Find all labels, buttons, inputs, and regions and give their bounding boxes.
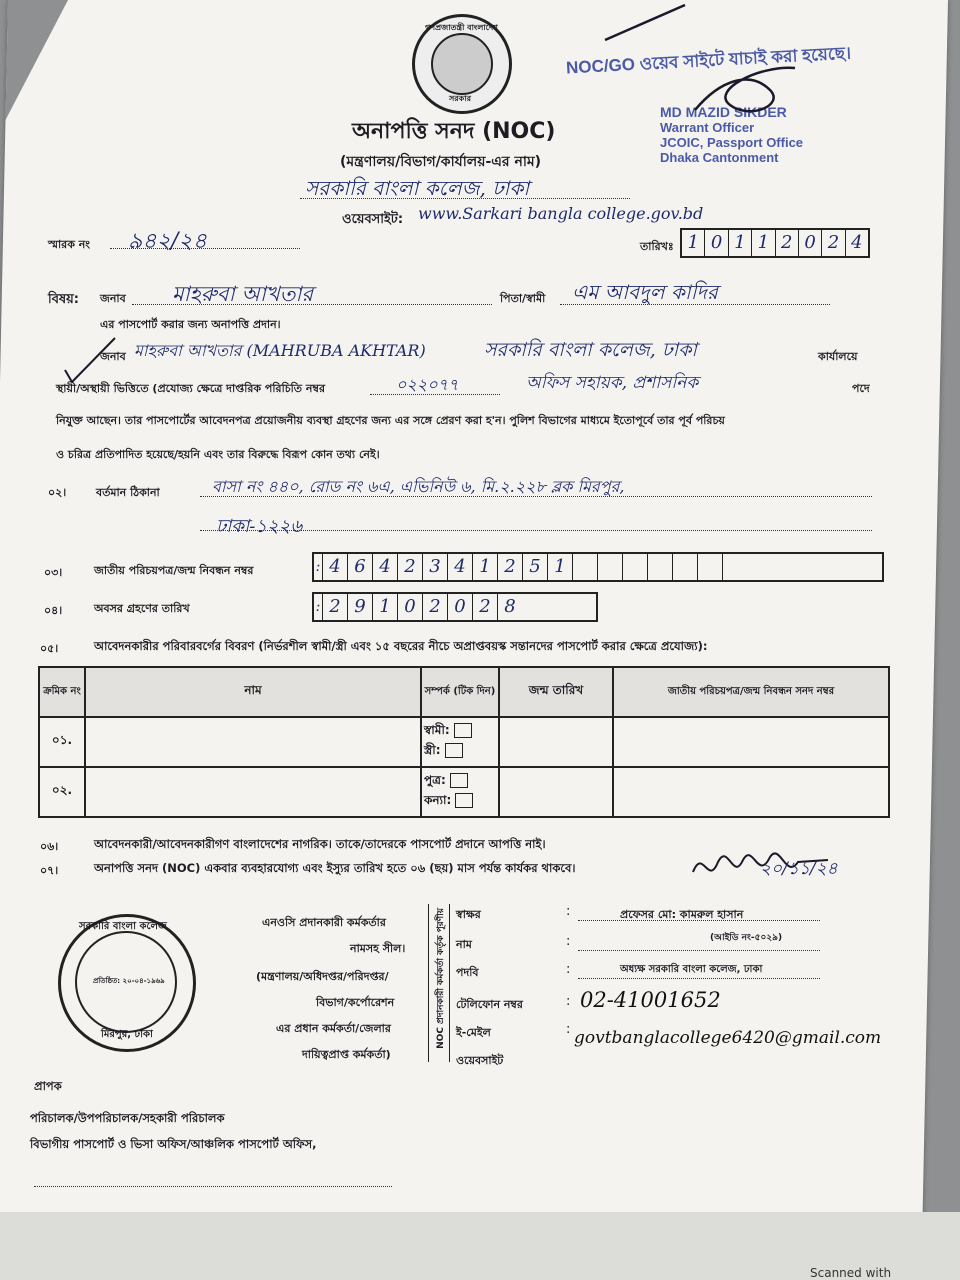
date-label: তারিখঃ	[640, 240, 674, 253]
nid-digit: 2	[398, 554, 423, 580]
relation-option	[424, 792, 496, 812]
recipient-label: প্রাপক	[34, 1079, 62, 1093]
date-digit: 2	[822, 230, 845, 256]
date-digit: 0	[705, 230, 728, 256]
government-emblem	[412, 14, 512, 114]
retire-digit: 2	[473, 594, 498, 620]
retire-digit: 0	[398, 594, 423, 620]
body-id-line	[370, 394, 500, 395]
field-phone-value: 02-41001652	[580, 988, 721, 1012]
row-serial: ০১.	[39, 717, 85, 767]
item-04-number: ০৪।	[44, 604, 63, 617]
vertical-divider-box	[428, 904, 450, 1062]
signatory-left-5: এর প্রধান কর্মকর্তা/জেলার	[276, 1022, 391, 1035]
field-signature-colon: :	[566, 904, 571, 919]
college-seal-inner	[75, 931, 177, 1033]
header-serial: ক্রমিক নং	[39, 667, 85, 717]
nid-digit: 3	[423, 554, 448, 580]
document-subtitle: (মন্ত্রণালয়/বিভাগ/কার্যালয়-এর নাম)	[340, 154, 542, 170]
field-email-value: govtbanglacollege6420@gmail.com	[574, 1028, 882, 1048]
officer-location: Dhaka Cantonment	[660, 150, 779, 165]
signatory-left-6: দায়িত্বপ্রাপ্ত কর্মকর্তা)	[302, 1048, 391, 1061]
nid-digit: 6	[348, 554, 373, 580]
date-digit: 0	[799, 230, 822, 256]
tick-mark-top	[600, 0, 690, 50]
folded-corner	[5, 0, 68, 120]
relation-label: কন্যা:	[424, 793, 452, 807]
nid-digit: 1	[473, 554, 498, 580]
nid-digit: 2	[498, 554, 523, 580]
father-name: এম আবদুল কাদির	[572, 280, 718, 304]
field-name-value: (আইডি নং-৫০২৯)	[710, 933, 783, 943]
emblem-bottom-text: সরকার	[449, 94, 472, 103]
nid-digit: 4	[323, 554, 348, 580]
officer-signature	[690, 60, 800, 130]
date-digit: 1	[752, 230, 775, 256]
subject-line2: এর পাসপোর্ট করার জন্য অনাপত্তি প্রদান।	[100, 318, 281, 331]
memo-value: ৯৪২/২৪	[128, 229, 207, 254]
item-06-number: ০৬।	[40, 840, 59, 853]
row-name-cell	[85, 717, 421, 767]
date-boxes	[680, 228, 870, 258]
date-digit: 1	[682, 230, 705, 256]
officer-name: MD MAZID SIKDER	[660, 104, 787, 120]
relation-checkbox[interactable]	[455, 793, 473, 808]
retire-label: অবসর গ্রহণের তারিখ	[94, 602, 190, 615]
relation-label: স্ত্রী:	[424, 743, 441, 757]
website-label: ওয়েবসাইট:	[342, 212, 404, 227]
table-row	[39, 767, 889, 817]
emblem-text: গণপ্রজাতন্ত্রী বাংলাদেশ	[425, 23, 498, 32]
relation-checkbox[interactable]	[454, 723, 472, 738]
row-dob-cell	[499, 717, 613, 767]
field-name-line	[578, 950, 820, 951]
declaration-07: অনাপত্তি সনদ (NOC) একবার ব্যবহারযোগ্য এবং ইস্যুর তারিখ হতে ০৬ (ছয়) মাস পর্যন্ত কার্যকর থাকবে।	[94, 861, 576, 875]
row-relation-cell	[421, 717, 499, 767]
header-relation: সম্পর্ক (টিক দিন)	[421, 667, 499, 717]
subject-name-label: জনাব	[100, 292, 126, 305]
field-designation-value: অধ্যক্ষ সরকারি বাংলা কলেজ, ঢাকা	[620, 964, 763, 975]
item-07-number: ০৭।	[40, 864, 59, 877]
vertical-note: NOC প্রদানকারী কর্মকর্তা কর্তৃক পূরণীয়	[436, 908, 446, 1049]
officer-office: JCOIC, Passport Office	[660, 135, 804, 150]
nid-label: জাতীয় পরিচয়পত্র/জন্ম নিবন্ধন নম্বর	[94, 564, 254, 577]
row-name-cell	[85, 767, 421, 817]
family-table	[38, 666, 890, 818]
relation-option	[424, 772, 496, 792]
family-label: আবেদনকারীর পরিবারবর্গের বিবরণ (নির্ভরশীল স্বামী/স্ত্রী এবং ১৫ বছরের নীচে অপ্রাপ্তবয়স্ক সন্তানদের পাসপোর্ট করার ক্ষেত্রে প্রযোজ্য):	[94, 639, 708, 653]
father-label: পিতা/স্বামী	[500, 292, 546, 305]
emblem-inner-ring	[431, 33, 493, 95]
item-05-number: ০৫।	[40, 642, 59, 655]
body-office: সরকারি বাংলা কলেজ, ঢাকা	[484, 339, 697, 361]
nid-colon: :	[314, 554, 323, 580]
signatory-left-1: এনওসি প্রদানকারী কর্মকর্তার	[262, 916, 386, 929]
address-line2: ঢাকা-১২২৬	[216, 516, 303, 537]
body-line4: ও চরিত্র প্রতিপাদিত হয়েছে/হয়নি এবং তার বিরুদ্ধে বিরূপ কোন তথ্য নেই।	[56, 448, 380, 461]
date-digit: 2	[776, 230, 799, 256]
college-seal-inner-text: প্রতিষ্ঠিত: ২০-০৪-১৯৬৯	[93, 977, 165, 985]
document-title: অনাপত্তি সনদ (NOC)	[352, 119, 556, 144]
subject-name-line	[132, 304, 492, 305]
declaration-06: আবেদনকারী/আবেদনকারীগণ বাংলাদেশের নাগরিক। তাকে/তাদেরকে পাসপোর্ট প্রদানে আপত্তি নাই।	[94, 837, 546, 851]
office-name-line	[300, 198, 630, 199]
retire-digit: 0	[448, 594, 473, 620]
item-02-number: ০২।	[48, 486, 67, 499]
row-nid-cell	[613, 767, 889, 817]
recipient-line1: পরিচালক/উপপরিচালক/সহকারী পরিচালক	[30, 1111, 225, 1125]
nid-digit: 4	[373, 554, 398, 580]
item-03-number: ০৩।	[44, 566, 63, 579]
field-phone-colon: :	[566, 994, 571, 1009]
header-nid: জাতীয় পরিচয়পত্র/জন্ম নিবন্ধন সনদ নম্বর	[613, 667, 889, 717]
sign-date: ২০/১১/২৪	[760, 859, 838, 879]
address-line2-rule	[200, 530, 872, 531]
retire-boxes	[312, 592, 598, 622]
field-name-label: নাম	[456, 938, 472, 951]
field-website-label: ওয়েবসাইট	[456, 1054, 504, 1067]
website-value: www.Sarkari bangla college.gov.bd	[418, 204, 704, 223]
field-signature-label: স্বাক্ষর	[456, 908, 481, 921]
relation-option	[424, 722, 496, 742]
subject-name: মাহরুবা আখতার	[172, 282, 314, 306]
row-relation-cell	[421, 767, 499, 817]
recipient-line2: বিভাগীয় পাসপোর্ট ও ভিসা অফিস/আঞ্চলিক পাসপোর্ট অফিস,	[30, 1137, 317, 1151]
retire-digit: 1	[373, 594, 398, 620]
nid-digit	[648, 554, 673, 580]
row-dob-cell	[499, 767, 613, 817]
date-digit: 1	[729, 230, 752, 256]
field-designation-colon: :	[566, 962, 571, 977]
college-seal	[58, 914, 196, 1052]
nid-digit	[598, 554, 623, 580]
college-seal-bottom: মিরপুর, ঢাকা	[101, 1029, 153, 1040]
header-dob: জন্ম তারিখ	[499, 667, 613, 717]
signatory-left-3: (মন্ত্রণালয়/অধিদপ্তর/পরিদপ্তর/	[256, 970, 389, 983]
memo-label: স্মারক নং	[48, 238, 91, 251]
nid-digit	[573, 554, 598, 580]
body-name: মাহরুবা আখতার (MAHRUBA AKHTAR)	[134, 341, 426, 360]
nid-digit	[673, 554, 698, 580]
field-email-colon: :	[566, 1022, 571, 1037]
college-seal-text: সরকারি বাংলা কলেজ	[79, 921, 167, 932]
retire-digit: 9	[348, 594, 373, 620]
officer-rank: Warrant Officer	[660, 120, 755, 135]
body-id: ০২২০৭৭	[396, 375, 459, 394]
address-label: বর্তমান ঠিকানা	[96, 486, 160, 499]
field-phone-label: টেলিফোন নম্বর	[456, 998, 523, 1011]
table-row	[39, 717, 889, 767]
row-serial: ০২.	[39, 767, 85, 817]
relation-label: স্বামী:	[424, 723, 450, 737]
signatory-left-4: বিভাগ/কর্পোরেশন	[316, 996, 395, 1009]
field-name-colon: :	[566, 934, 571, 949]
nid-digit: 4	[448, 554, 473, 580]
body-line3: নিযুক্ত আছেন। তার পাসপোর্টের আবেদনপত্র প্রয়োজনীয় ব্যবস্থা গ্রহণের জন্য এর সঙ্গে প্রেরণ করা হ'ন। পুলিশ বিভাগের মাধ্যমে ইতোপূর্বে তার পূর্ব পরিচয়	[56, 414, 725, 427]
row-nid-cell	[613, 717, 889, 767]
relation-checkbox[interactable]	[445, 743, 463, 758]
body-office-end: কার্যালয়ে	[818, 350, 858, 363]
field-signature-value: প্রফেসর মো: কামরুল হাসান	[620, 908, 744, 921]
relation-option	[424, 742, 496, 762]
relation-label: পুত্র:	[424, 773, 446, 787]
nid-digit	[698, 554, 723, 580]
nid-boxes	[312, 552, 884, 582]
body-post: অফিস সহায়ক, প্রশাসনিক	[526, 373, 699, 393]
body-line2: স্থায়ী/অস্থায়ী ভিত্তিতে (প্রযোজ্য ক্ষেত্রে দাপ্তরিক পরিচিতি নম্বর	[56, 382, 325, 395]
nid-digit	[723, 554, 747, 580]
body-post-end: পদে	[852, 382, 870, 395]
recipient-line3	[34, 1186, 392, 1187]
retire-digit: 2	[323, 594, 348, 620]
family-table-header	[39, 667, 889, 717]
address-line1-rule	[200, 496, 872, 497]
scanner-label: Scanned with	[810, 1266, 892, 1280]
retire-digit: 8	[504, 596, 516, 617]
date-digit: 4	[851, 232, 863, 253]
nid-digit	[623, 554, 648, 580]
office-name: সরকারি বাংলা কলেজ, ঢাকা	[305, 176, 530, 200]
address-line1: বাসা নং ৪৪০, রোড নং ৬এ, এভিনিউ ৬, মি.২.২২৮ ব্লক মিরপুর,	[212, 477, 625, 496]
verification-stamp: NOC/GO ওয়েব সাইটে যাচাই করা হয়েছে।	[565, 43, 852, 78]
relation-checkbox[interactable]	[450, 773, 468, 788]
retire-colon: :	[314, 594, 323, 620]
retire-digit: 2	[423, 594, 448, 620]
signatory-left-2: নামসহ সীল।	[350, 942, 406, 955]
body-name-label: জনাব	[100, 350, 126, 363]
field-designation-label: পদবি	[456, 966, 479, 979]
subject-label: বিষয়:	[48, 292, 79, 307]
nid-digit: 5	[523, 554, 548, 580]
header-name: নাম	[85, 667, 421, 717]
field-email-label: ই-মেইল	[456, 1026, 491, 1039]
nid-digit: 1	[548, 554, 573, 580]
father-name-line	[560, 304, 830, 305]
memo-line	[110, 248, 300, 249]
